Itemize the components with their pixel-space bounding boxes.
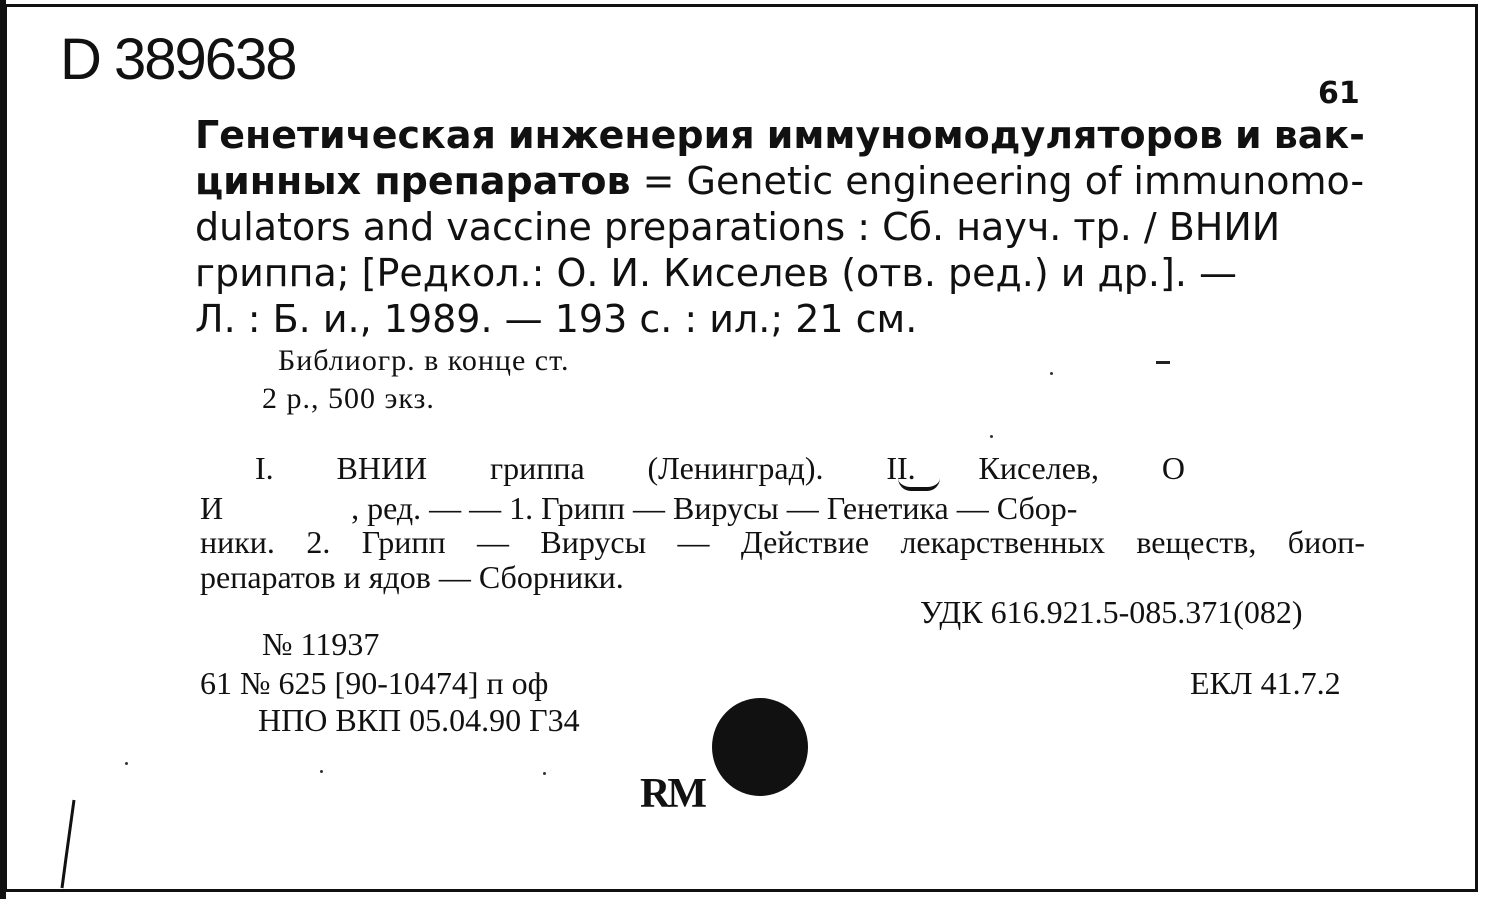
ekl-code: ЕКЛ 41.7.2 <box>1190 665 1341 701</box>
speck <box>990 435 993 438</box>
tracing-word: О <box>1161 450 1185 486</box>
tracing-word: 2. <box>306 524 331 560</box>
speck <box>543 772 546 775</box>
tracing-word: Грипп <box>361 524 446 560</box>
title-rest-part: = Genetic engineering of immunomo- <box>630 159 1365 203</box>
speck <box>125 762 128 765</box>
price-note: 2 р., 500 экз. <box>262 382 435 415</box>
title-line-3: dulators and vaccine preparations : Сб. науч. тр. / ВНИИ <box>195 205 1281 249</box>
title-bold-part: цинных препаратов <box>195 159 631 203</box>
page-mark: 61 <box>1318 76 1360 111</box>
tracing-word: биоп- <box>1287 524 1365 560</box>
tracing-word: Действие <box>740 524 870 560</box>
tracing-word: ВНИИ <box>336 450 428 486</box>
title-word: инженерия <box>507 113 755 157</box>
accession-number: № 11937 <box>262 626 380 662</box>
title-word: Генетическая <box>195 113 496 157</box>
order-line: 61 № 625 [90-10474] п оф <box>200 665 549 701</box>
tracing-word: Вирусы <box>540 524 647 560</box>
rm-stamp: RM <box>640 771 704 817</box>
npo-line: НПО ВКП 05.04.90 Г34 <box>258 702 580 738</box>
tracing-word: (Ленинград). <box>647 450 824 486</box>
tracing-word: ники. <box>200 524 275 560</box>
udk-code: УДК 616.921.5-085.371(082) <box>920 594 1303 630</box>
speck <box>320 770 323 773</box>
bibliography-note: Библиогр. в конце ст. <box>278 344 570 377</box>
tracing-word: гриппа <box>489 450 585 486</box>
tracing-word: Киселев, <box>978 450 1100 486</box>
tracing-line-4: репаратов и ядов — Сборники. <box>200 559 624 595</box>
title-word: вак- <box>1273 113 1365 157</box>
tracing-word: — <box>677 524 710 560</box>
tracing-word: — <box>476 524 509 560</box>
tracing-word: лекарственных <box>900 524 1105 560</box>
tracing-word: веществ, <box>1136 524 1257 560</box>
speck <box>1050 372 1053 375</box>
tracing-line-2-text: И , ред. — — 1. Грипп — Вирусы — Генетика — Сбор- <box>200 490 1078 526</box>
tracing-word: II. <box>886 450 916 486</box>
title-word: и <box>1235 113 1262 157</box>
title-line-4: гриппа; [Редкол.: О. И. Киселев (отв. ред.) и др.]. — <box>195 251 1237 295</box>
title-line-5: Л. : Б. и., 1989. — 193 с. : ил.; 21 см. <box>195 297 918 341</box>
speck-dash <box>1156 361 1170 364</box>
title-word: иммуномодуляторов <box>766 113 1223 157</box>
card-number: D 389638 <box>60 27 296 92</box>
tracing-word: I. <box>255 450 274 486</box>
